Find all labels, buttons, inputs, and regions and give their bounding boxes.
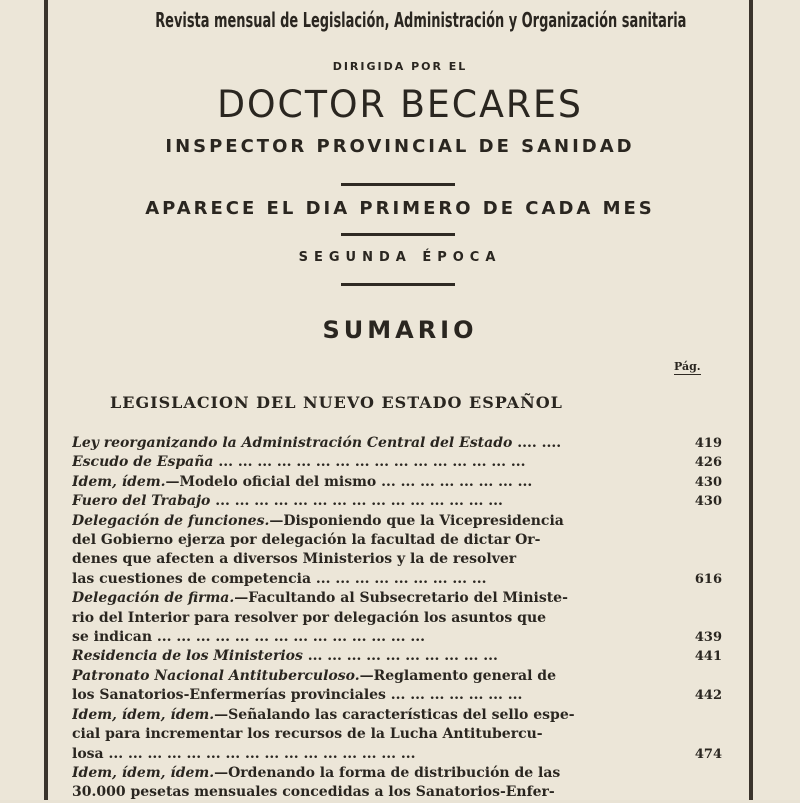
toc-entry-text — [72, 764, 670, 803]
toc-entry-description: ... ... ... ... ... ... ... ... ... ... — [302, 648, 498, 665]
toc-entry-text — [72, 434, 670, 453]
table-of-contents — [72, 434, 732, 803]
journal-subtitle: Revista mensual de Legislación, Administración y Organización sanitaria — [155, 8, 687, 32]
toc-entry-text — [72, 473, 670, 492]
toc-entry-title: Fuero del Trabajo — [72, 493, 211, 510]
toc-entry-line — [72, 628, 670, 647]
page-column-label: Pág. — [674, 360, 701, 373]
directed-by-label: DIRIGIDA POR EL — [332, 60, 468, 73]
toc-entry-line — [72, 686, 670, 705]
toc-entry-title: Idem, ídem. — [72, 473, 166, 490]
toc-entry-line — [72, 492, 670, 511]
toc-entry — [72, 434, 732, 453]
toc-entry-text — [72, 512, 670, 590]
toc-page-number: 419 — [694, 436, 722, 451]
toc-entry-description: se indican ... ... ... ... ... ... ... ... ... ... ... ... ... ... — [72, 629, 425, 646]
toc-entry-line — [72, 550, 670, 569]
toc-entry-text — [72, 706, 670, 764]
director-role: INSPECTOR PROVINCIAL DE SANIDAD — [165, 136, 635, 157]
toc-entry-line — [72, 570, 670, 589]
toc-page-number: 430 — [694, 494, 722, 510]
toc-entry-line — [72, 745, 670, 764]
toc-entry — [72, 453, 732, 472]
toc-entry-title: Idem, ídem, ídem. — [72, 764, 215, 781]
toc-entry-description: cial para incrementar los recursos de la Lucha Antitubercu- — [72, 726, 543, 743]
toc-entry-description: —Disponiendo que la Vicepresidencia — [269, 512, 564, 529]
toc-entry-description: denes que afecten a diversos Ministerios y la de resolver — [72, 551, 517, 568]
toc-entry-title: Idem, ídem, ídem. — [72, 706, 215, 723]
divider-rule — [341, 233, 455, 236]
toc-entry-description: —Reglamento general de — [359, 667, 556, 684]
toc-entry — [72, 764, 732, 803]
toc-entry-text — [72, 589, 670, 647]
toc-entry-line — [72, 609, 670, 628]
toc-page-number: 426 — [694, 455, 722, 471]
toc-entry-title: Ley reorganizando la Administración Central del Estado — [72, 435, 513, 451]
divider-rule — [341, 283, 455, 286]
toc-entry-text — [72, 647, 670, 666]
toc-entry-description: ... ... ... ... ... ... ... ... ... ... ... ... ... ... ... — [210, 493, 503, 510]
toc-entry-line — [72, 764, 670, 783]
summary-heading: SUMARIO — [322, 316, 478, 344]
toc-entry-line — [72, 667, 670, 686]
toc-entry-description: 30.000 pesetas mensuales concedidas a los Sanatorios-Enfer- — [72, 784, 555, 801]
toc-entry-title: Residencia de los Ministerios — [72, 648, 303, 665]
toc-entry-title: Patronato Nacional Antituberculoso. — [72, 667, 360, 684]
toc-page-number: 616 — [694, 571, 722, 587]
toc-entry-description: —Señalando las características del sello espe- — [214, 706, 575, 723]
toc-page-number: 474 — [694, 746, 722, 762]
toc-entry-line — [72, 706, 670, 725]
toc-entry-description: rio del Interior para resolver por delegación los asuntos que — [72, 609, 547, 626]
toc-entry-line — [72, 531, 670, 550]
toc-page-number: 430 — [694, 474, 722, 490]
toc-entry-line — [72, 647, 670, 666]
toc-entry-text — [72, 453, 670, 472]
toc-entry-line — [72, 725, 670, 744]
toc-entry-title: Delegación de firma. — [72, 590, 235, 607]
toc-entry — [72, 473, 732, 492]
toc-entry-description: losa ... ... ... ... ... ... ... ... ... ... ... ... ... ... ... ... — [72, 745, 416, 762]
toc-entry — [72, 512, 732, 590]
toc-entry-line — [72, 589, 670, 608]
toc-entry-description: los Sanatorios-Enfermerías provinciales ... ... ... ... ... ... ... — [72, 687, 523, 704]
toc-entry — [72, 492, 732, 511]
toc-entry-description: —Modelo oficial del mismo ... ... ... ... ... ... ... ... — [165, 473, 533, 490]
toc-entry — [72, 706, 732, 764]
director-name: DOCTOR BECARES — [217, 83, 583, 126]
frequency-note: APARECE EL DIA PRIMERO DE CADA MES — [145, 198, 655, 219]
toc-page-number: 439 — [694, 630, 722, 646]
toc-page-number: 442 — [694, 688, 722, 704]
toc-entry — [72, 647, 732, 666]
section-title: LEGISLACION DEL NUEVO ESTADO ESPAÑOL — [110, 393, 563, 412]
toc-entry-line — [72, 473, 670, 492]
toc-entry-description: ... ... ... ... ... ... ... ... ... ... ... ... ... ... ... ... — [213, 454, 526, 471]
epoch-label: SEGUNDA ÉPOCA — [298, 250, 502, 265]
divider-rule — [341, 183, 455, 186]
toc-entry-description: .... .... — [512, 435, 562, 451]
toc-entry-description: las cuestiones de competencia ... ... ... ... ... ... ... ... ... — [72, 570, 487, 587]
toc-entry-text — [72, 492, 670, 511]
toc-entry-description: —Ordenando la forma de distribución de las — [214, 764, 561, 781]
toc-entry-line — [72, 434, 670, 453]
toc-entry-title: Escudo de España — [72, 454, 214, 471]
toc-entry-title: Delegación de funciones. — [72, 512, 270, 529]
toc-entry-text — [72, 667, 670, 706]
toc-entry-description: —Facultando al Subsecretario del Ministe- — [234, 590, 568, 607]
toc-entry — [72, 589, 732, 647]
toc-entry — [72, 667, 732, 706]
toc-page-number: 441 — [694, 649, 722, 665]
toc-entry-line — [72, 453, 670, 472]
toc-entry-description: del Gobierno ejerza por delegación la facultad de dictar Or- — [72, 532, 541, 549]
toc-entry-line — [72, 512, 670, 531]
